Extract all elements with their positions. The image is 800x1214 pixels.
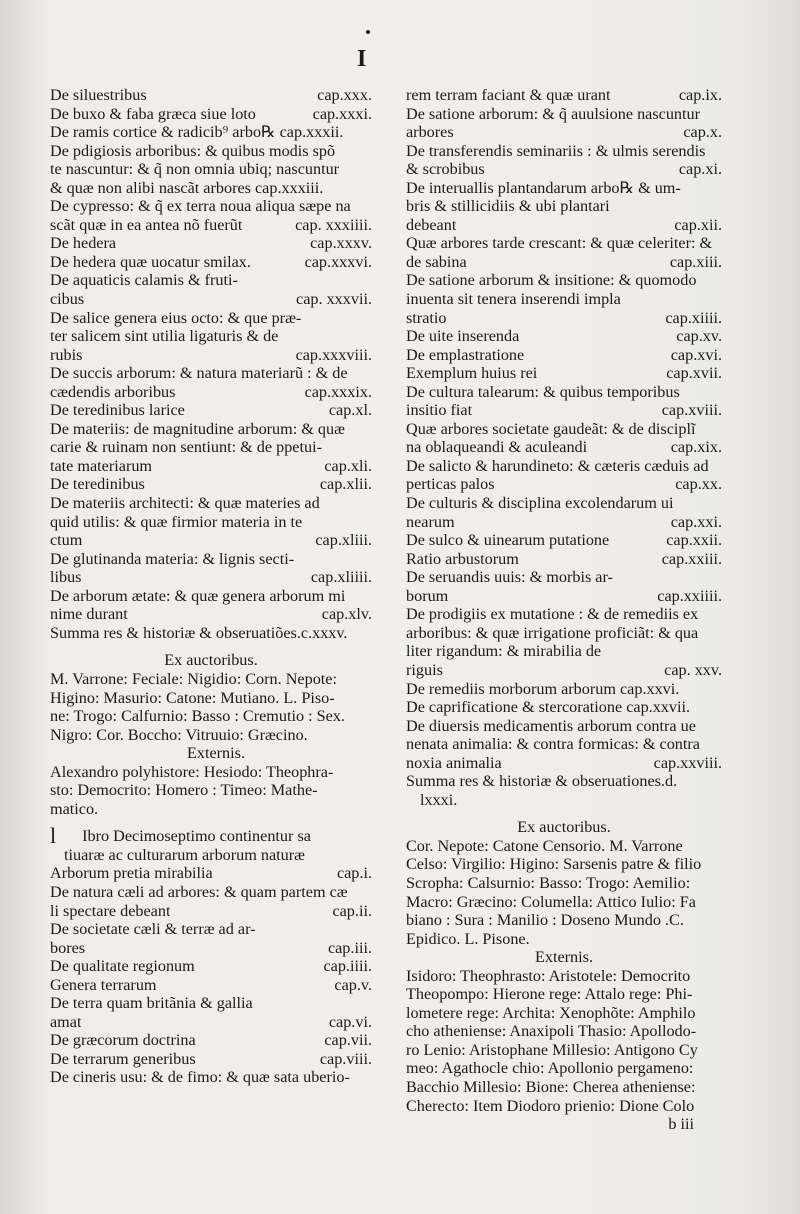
toc-line-text: arbores	[406, 123, 454, 142]
toc-line	[406, 735, 722, 754]
toc-line-chapter-ref: cap.xxviii.	[653, 753, 722, 772]
externis-line: Isidoro: Theophrasto: Aristotele: Democrito	[406, 966, 691, 985]
toc-line	[50, 1068, 372, 1087]
toc-line-text: tate materiarum	[50, 456, 153, 475]
toc-line-text: nearum	[406, 512, 455, 531]
toc-line-text: De societate cæli & terræ ad ar-	[50, 920, 256, 939]
toc-line-text: De cineris usu: & de fimo: & quæ sata uberio-	[50, 1068, 350, 1087]
toc-line	[50, 197, 372, 216]
toc-line-chapter-ref: cap.xix.	[670, 438, 722, 457]
toc-line-text: Summa res & historiæ & obseruatiões.c.xxxv.	[50, 623, 348, 642]
toc-line	[406, 401, 722, 420]
toc-line	[406, 605, 722, 624]
toc-line-text: De terrarum generibus	[50, 1049, 196, 1068]
toc-line-chapter-ref: cap. xxv.	[664, 660, 722, 679]
toc-line-text: rubis	[50, 345, 83, 364]
toc-line-text: riguis	[406, 660, 443, 679]
toc-line	[50, 513, 372, 532]
toc-line-text: De emplastratione	[406, 345, 525, 364]
toc-line	[406, 661, 722, 680]
toc-line	[50, 271, 372, 290]
toc-line-chapter-ref: cap.xxiiii.	[657, 586, 722, 605]
toc-line	[50, 327, 372, 346]
toc-line	[406, 123, 722, 142]
auctor-line: biano : Sura : Manilio : Doseno Mundo .C.	[406, 911, 684, 930]
toc-line-chapter-ref: cap.xviii.	[661, 401, 722, 420]
toc-line-text: te nascuntur: & q̃ non omnia ubiq; nascuntur	[50, 160, 340, 179]
toc-line	[406, 494, 722, 513]
toc-line	[406, 587, 722, 606]
toc-line-chapter-ref: cap.xlii.	[319, 475, 372, 494]
book-initial: l	[50, 827, 57, 846]
toc-line-text: De arborum ætate: & quæ genera arborum mi	[50, 586, 346, 605]
left-column	[50, 86, 372, 1087]
toc-line-chapter-ref: cap.ix.	[678, 86, 722, 104]
toc-line-text: De interuallis plantandarum arbo℞ & um-	[406, 178, 681, 197]
auctor-line: Nigro: Cor. Boccho: Vitruuio: Græcino.	[50, 725, 308, 744]
toc-line	[50, 401, 372, 420]
toc-line	[50, 1031, 372, 1050]
toc-line-chapter-ref: cap.xliii.	[315, 531, 372, 550]
toc-line-chapter-ref: cap.xxxviii.	[295, 345, 372, 364]
toc-line	[50, 438, 372, 457]
toc-line	[406, 290, 722, 309]
toc-line-text: de sabina	[406, 252, 467, 271]
toc-line	[50, 234, 372, 253]
toc-line	[50, 902, 372, 921]
toc-line-text: amat	[50, 1012, 82, 1031]
toc-line-text: De satione arborum: & q̃ auulsione nascuntur	[406, 104, 700, 123]
toc-line-text: De uite inserenda	[406, 327, 520, 346]
toc-line	[50, 160, 372, 179]
toc-line	[50, 364, 372, 383]
toc-line	[50, 531, 372, 550]
toc-line-text: De salice genera eius octo: & que præ-	[50, 308, 302, 327]
toc-line	[406, 142, 722, 161]
toc-line	[50, 568, 372, 587]
toc-line-text: cibus	[50, 290, 85, 309]
spacer	[50, 642, 372, 651]
toc-line-text: liter rigandum: & mirabilia de	[406, 642, 602, 661]
toc-line-text: Quæ arbores tarde crescant: & quæ celeriter: &	[406, 234, 713, 253]
toc-line-chapter-ref: cap.vii.	[324, 1031, 372, 1050]
externis-line: ro Lenio: Aristophane Millesio: Antigono Cy	[406, 1040, 698, 1059]
toc-line-text: De teredinibus larice	[50, 401, 185, 420]
toc-line	[50, 494, 372, 513]
toc-line-text: Exemplum huius rei	[406, 364, 538, 383]
toc-line-text: De transferendis seminariis : & ulmis serendis	[406, 141, 706, 160]
toc-line-text: nime durant	[50, 605, 128, 624]
toc-line-text: arboribus: & quæ irrigatione proficiãt: & qua	[406, 623, 699, 642]
toc-line	[406, 86, 722, 105]
toc-line	[50, 957, 372, 976]
toc-line	[406, 364, 722, 383]
toc-line-text: lxxxi.	[420, 790, 458, 809]
toc-line	[406, 383, 722, 402]
toc-line-text: insitio fiat	[406, 401, 473, 420]
toc-line-text: borum	[406, 586, 449, 605]
toc-line	[406, 179, 722, 198]
toc-line-text: quid utilis: & quæ firmior materia in te	[50, 512, 303, 531]
toc-line-chapter-ref: cap.xiii.	[669, 252, 722, 271]
toc-line	[50, 976, 372, 995]
toc-line-text: libus	[50, 568, 82, 587]
toc-line	[50, 475, 372, 494]
toc-line-text: Ratio arbustorum	[406, 549, 519, 568]
toc-line-chapter-ref: cap. xxxvii.	[296, 290, 372, 309]
auctors-heading: Ex auctoribus.	[164, 651, 258, 670]
spacer	[406, 809, 722, 818]
toc-line-chapter-ref: cap.xvi.	[670, 345, 722, 364]
toc-line-chapter-ref: cap.xxxi.	[312, 104, 372, 123]
toc-line	[50, 290, 372, 309]
externis-line: sto: Democrito: Homero : Timeo: Mathe-	[50, 781, 318, 800]
toc-line-text: inuenta sit tenera inserendi impla	[406, 290, 621, 309]
externis-line: meo: Agathocle chio: Apollonio pergameno:	[406, 1059, 694, 1078]
toc-line	[406, 234, 722, 253]
toc-line-text: De pdigiosis arboribus: & quibus modis spõ	[50, 141, 336, 160]
toc-line-text: De ramis cortice & radicib⁹ arbo℞ cap.xxxii.	[50, 123, 344, 142]
toc-line	[50, 142, 372, 161]
toc-line	[406, 327, 722, 346]
toc-line	[50, 1013, 372, 1032]
externis-line: lometere rege: Archita: Xenophõte: Amphilo	[406, 1003, 696, 1022]
toc-line-chapter-ref: cap.viii.	[319, 1049, 372, 1068]
toc-line-text: cædendis arboribus	[50, 382, 176, 401]
toc-line	[50, 994, 372, 1013]
externis-heading: Externis.	[535, 948, 593, 967]
toc-line	[50, 105, 372, 124]
toc-line	[50, 920, 372, 939]
toc-line-text: ctum	[50, 531, 83, 550]
toc-line-chapter-ref: cap.xxxvi.	[304, 252, 372, 271]
auctor-line: Epidico. L. Pisone.	[406, 929, 530, 948]
toc-line-text: Arborum pretia mirabilia	[50, 864, 213, 883]
toc-line	[50, 420, 372, 439]
toc-line-text: nenata animalia: & contra formicas: & contra	[406, 735, 700, 754]
toc-line-text: bores	[50, 938, 86, 957]
toc-line	[406, 420, 722, 439]
toc-line-text: carie & ruinam non sentiunt: & de ppetui-	[50, 438, 322, 457]
toc-line-text: De hedera quæ uocatur smilax.	[50, 252, 251, 271]
toc-line	[50, 624, 372, 643]
toc-line-chapter-ref: cap.xxxix.	[304, 382, 372, 401]
toc-line-chapter-ref: cap. xxxiiii.	[295, 215, 372, 234]
toc-line-text: De cypresso: & q̃ ex terra noua aliqua sæpe na	[50, 197, 351, 216]
toc-line-text: Genera terrarum	[50, 975, 157, 994]
toc-line	[406, 160, 722, 179]
auctor-line: Macro: Græcino: Columella: Attico Iulio: Fa	[406, 892, 696, 911]
toc-line-chapter-ref: cap.xxx.	[317, 86, 372, 104]
toc-line	[406, 717, 722, 736]
toc-line-text: na oblaqueandi & aculeandi	[406, 438, 588, 457]
externis-line: Cherecto: Item Diodoro prienio: Dione Colo	[406, 1096, 695, 1115]
toc-line	[406, 253, 722, 272]
toc-line	[406, 680, 722, 699]
toc-line	[406, 197, 722, 216]
toc-line-chapter-ref: cap.i.	[336, 864, 372, 883]
toc-line	[50, 253, 372, 272]
externis-line: matico.	[50, 799, 99, 818]
toc-line-text: De prodigiis ex mutatione : & de remediis ex	[406, 605, 699, 624]
right-column	[406, 86, 722, 1134]
toc-line-chapter-ref: cap.xxi.	[670, 512, 722, 531]
toc-line-text: De satione arborum & insitione: & quomodo	[406, 271, 697, 290]
toc-line-text: scãt quæ in ea antea nõ fuerũt	[50, 215, 243, 234]
toc-line-text: & quæ non alibi nascãt arbores cap.xxxiii.	[50, 178, 324, 197]
toc-line	[406, 791, 722, 810]
book-title-text: Ibro Decimoseptimo continentur sa	[82, 827, 311, 846]
toc-line	[50, 550, 372, 569]
folio-number: I	[357, 46, 367, 72]
toc-line	[50, 216, 372, 235]
toc-line-text: De remediis morborum arborum cap.xxvi.	[406, 679, 680, 698]
toc-line-text: debeant	[406, 215, 457, 234]
toc-line-text: De materiis architecti: & quæ materies ad	[50, 494, 320, 513]
toc-line-text: De siluestribus	[50, 86, 147, 104]
toc-line-text: De hedera	[50, 234, 117, 253]
toc-line-chapter-ref: cap.xxiii.	[661, 549, 722, 568]
toc-line-text: De materiis: de magnitudine arborum: & quæ	[50, 419, 345, 438]
toc-line-text: De diuersis medicamentis arborum contra ue	[406, 716, 696, 735]
toc-line-text: li spectare debeant	[50, 901, 171, 920]
toc-line-text: stratio	[406, 308, 447, 327]
toc-line-text: De glutinanda materia: & lignis secti-	[50, 549, 295, 568]
externis-line: Theopompo: Hierone rege: Attalo rege: Phi-	[406, 985, 693, 1004]
toc-line	[406, 568, 722, 587]
toc-line-text: De succis arborum: & natura materiarũ : & de	[50, 364, 348, 383]
toc-line-text: De cultura talearum: & quibus temporibus	[406, 382, 680, 401]
toc-line	[50, 123, 372, 142]
toc-line	[50, 1050, 372, 1069]
toc-line-chapter-ref: cap.xv.	[676, 327, 722, 346]
toc-line	[50, 179, 372, 198]
book-title-cont: tiuaræ ac culturarum arborum naturæ	[64, 845, 305, 864]
toc-line-chapter-ref: cap.x.	[683, 123, 722, 142]
toc-line-text: rem terram faciant & quæ urant	[406, 86, 611, 104]
toc-line	[406, 754, 722, 773]
toc-line-text: De qualitate regionum	[50, 957, 195, 976]
toc-line	[406, 216, 722, 235]
toc-line-text: De natura cæli ad arbores: & quam partem cæ	[50, 882, 348, 901]
toc-line-text: & scrobibus	[406, 160, 485, 179]
toc-line-text: ter salicem sint utilia ligaturis & de	[50, 327, 279, 346]
toc-line-chapter-ref: cap.xlv.	[321, 605, 372, 624]
auctor-line: M. Varrone: Feciale: Nigidio: Corn. Nepote:	[50, 669, 337, 688]
toc-line	[406, 550, 722, 569]
toc-line	[406, 475, 722, 494]
toc-line	[406, 309, 722, 328]
externis-line: Alexandro polyhistore: Hesiodo: Theophra-	[50, 762, 334, 781]
signature-mark: b iii	[668, 1115, 694, 1134]
auctor-line: ne: Trogo: Calfurnio: Basso : Cremutio : Sex.	[50, 707, 345, 726]
toc-line-text: De buxo & faba græca siue loto	[50, 104, 256, 123]
book-title	[50, 827, 372, 846]
toc-line-text: Summa res & historiæ & obseruationes.d.	[406, 772, 678, 791]
toc-line	[50, 86, 372, 105]
toc-line-text: De caprificatione & stercoratione cap.xxvii.	[406, 698, 691, 717]
toc-line	[406, 698, 722, 717]
toc-line	[406, 271, 722, 290]
toc-line-chapter-ref: cap.xl.	[328, 401, 372, 420]
toc-line-chapter-ref: cap.xii.	[674, 215, 722, 234]
toc-line-text: perticas palos	[406, 475, 495, 494]
toc-line	[406, 105, 722, 124]
auctor-line: Scropha: Calsurnio: Basso: Trogo: Aemilio:	[406, 873, 691, 892]
toc-line-chapter-ref: cap.xxii.	[666, 531, 722, 550]
toc-line-chapter-ref: cap.vi.	[328, 1012, 372, 1031]
toc-line	[50, 309, 372, 328]
externis-line: cho atheniense: Anaxipoli Thasio: Apollodo-	[406, 1022, 697, 1041]
toc-line-chapter-ref: cap.xxxv.	[310, 234, 372, 253]
toc-line-chapter-ref: cap.iii.	[327, 938, 372, 957]
externis-heading: Externis.	[187, 744, 245, 763]
auctors-heading: Ex auctoribus.	[517, 818, 611, 837]
toc-line	[50, 883, 372, 902]
toc-line-text: Quæ arbores societate gaudeãt: & de disciplĩ	[406, 419, 696, 438]
auctor-line: Higino: Masurio: Catone: Mutiano. L. Piso-	[50, 688, 335, 707]
toc-line	[406, 346, 722, 365]
toc-line	[50, 605, 372, 624]
toc-line-text: De seruandis uuis: & morbis ar-	[406, 568, 613, 587]
toc-line-chapter-ref: cap.ii.	[332, 901, 372, 920]
spacer	[50, 818, 372, 827]
toc-line-text: De sulco & uinearum putatione	[406, 531, 610, 550]
toc-line	[406, 531, 722, 550]
toc-line	[406, 513, 722, 532]
toc-line-chapter-ref: cap.xiiii.	[665, 308, 722, 327]
toc-line-text: noxia animalia	[406, 753, 502, 772]
toc-line-chapter-ref: cap.v.	[334, 975, 372, 994]
toc-line-text: De culturis & disciplina excolendarum ui	[406, 494, 674, 513]
toc-line	[50, 939, 372, 958]
toc-line-chapter-ref: cap.xli.	[324, 456, 372, 475]
toc-line	[406, 438, 722, 457]
auctor-line: Cor. Nepote: Catone Censorio. M. Varrone	[406, 836, 683, 855]
toc-line	[50, 864, 372, 883]
toc-line-text: De græcorum doctrina	[50, 1031, 196, 1050]
toc-line	[406, 642, 722, 661]
toc-line-text: De terra quam britãnia & gallia	[50, 994, 253, 1013]
toc-line	[406, 624, 722, 643]
toc-line	[406, 457, 722, 476]
toc-line-text: bris & stillicidiis & ubi plantari	[406, 197, 610, 216]
toc-line-chapter-ref: cap.xi.	[678, 160, 722, 179]
toc-line	[406, 772, 722, 791]
toc-line	[50, 587, 372, 606]
externis-line: Bacchio Millesio: Bione: Cherea atheniense:	[406, 1077, 696, 1096]
toc-line-text: De teredinibus	[50, 475, 145, 494]
ink-dot	[366, 30, 370, 34]
toc-line-text: De aquaticis calamis & fruti-	[50, 271, 238, 290]
toc-line-chapter-ref: cap.xvii.	[666, 364, 722, 383]
toc-line	[50, 346, 372, 365]
toc-line	[50, 457, 372, 476]
toc-line-text: De salicto & harundineto: & cæteris cæduis ad	[406, 456, 709, 475]
toc-line-chapter-ref: cap.xx.	[675, 475, 722, 494]
auctor-line: Celso: Virgilio: Higino: Sarsenis patre & filio	[406, 855, 702, 874]
toc-line	[50, 383, 372, 402]
toc-line-chapter-ref: cap.xliiii.	[310, 568, 372, 587]
toc-line-chapter-ref: cap.iiii.	[323, 957, 372, 976]
